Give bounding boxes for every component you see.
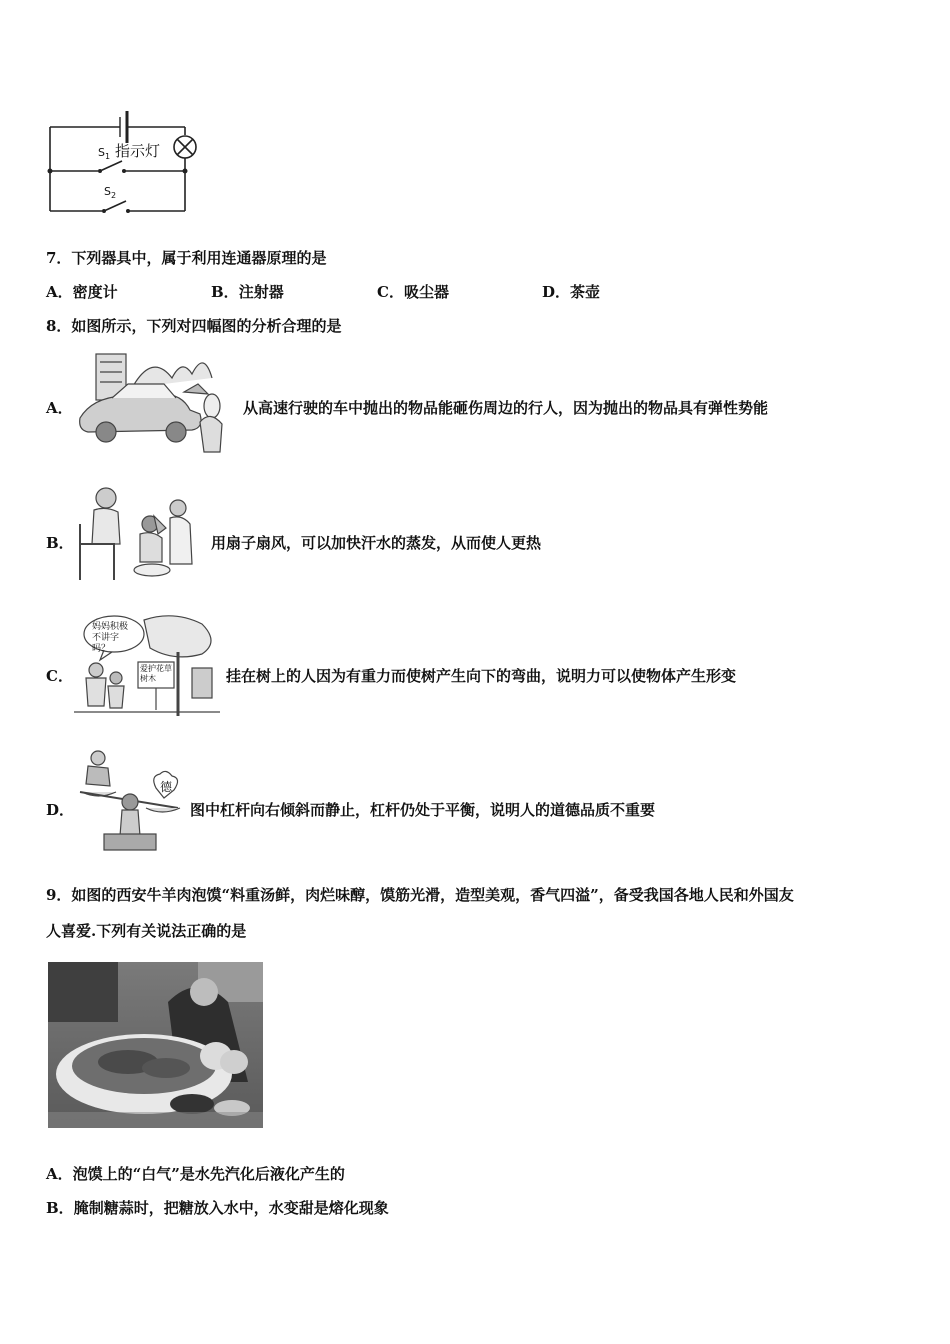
q9-stem-line2: 人喜爱.下列有关说法正确的是: [46, 922, 247, 940]
q8-option-c-text: 挂在树上的人因为有重力而使树产生向下的弯曲，说明力可以使物体产生形变: [226, 667, 737, 685]
q9-option-b-letter: B．: [46, 1199, 74, 1217]
q7-option-a: [46, 282, 118, 302]
car-throwing-picture: [72, 348, 237, 458]
switch1-letter: S: [98, 146, 105, 159]
switch2-letter: S: [104, 185, 111, 198]
q9-option-a-letter: A．: [46, 1165, 73, 1183]
switch2-label: [104, 185, 116, 200]
q7-option-b-text: 注射器: [238, 283, 284, 301]
q7-option-b-letter: B．: [211, 283, 239, 301]
q9-option-b-text: 腌制糖蒜时，把糖放入水中，水变甜是熔化现象: [73, 1199, 389, 1217]
q7-option-d-text: 茶壶: [570, 283, 601, 301]
q7-option-c-letter: C．: [377, 283, 404, 301]
q8-stem: 8．如图所示，下列对四幅图的分析合理的是: [46, 317, 342, 335]
q8-option-a-text: 从高速行驶的车中抛出的物品能砸伤周边的行人，因为抛出的物品具有弹性势能: [243, 399, 769, 417]
q9-option-b: [46, 1198, 389, 1218]
q7-option-d: [542, 282, 600, 302]
q8-option-d-text: 图中杠杆向右倾斜而静止，杠杆仍处于平衡，说明人的道德品质不重要: [190, 801, 656, 819]
paomo-photo: [48, 962, 263, 1128]
circuit-diagram: [40, 105, 205, 220]
switch1-label: [98, 146, 110, 161]
q8-option-c-letter: C．: [46, 667, 73, 685]
heart-text: 德: [160, 780, 173, 794]
sign-text: 爱护花草树木: [140, 664, 172, 683]
q7-stem: 7．下列器具中，属于利用连通器原理的是: [46, 249, 327, 267]
q7-option-c-text: 吸尘器: [403, 283, 449, 301]
q8-option-d-letter: D．: [46, 801, 75, 819]
q7-option-a-letter: A．: [46, 283, 73, 301]
lamp-label: 指示灯: [115, 142, 161, 160]
q9-stem-line1: 9．如图的西安牛羊肉泡馍“料重汤鲜，肉烂味醇，馍筋光滑，造型美观，香气四溢”，备受我国各地人民和外国友: [46, 886, 794, 904]
switch1-sub: 1: [104, 152, 111, 162]
fan-picture: [74, 484, 208, 584]
bubble-text: 妈妈积极不讲字吗？: [92, 622, 129, 654]
q7-option-c: [377, 282, 449, 302]
q9-option-a-text: 泡馍上的“白气”是水先汽化后液化产生的: [72, 1165, 345, 1183]
switch2-sub: 2: [110, 191, 117, 201]
q8-option-b-letter: B．: [46, 534, 74, 552]
q9-option-a: [46, 1164, 345, 1184]
q8-option-b-text: 用扇子扇风，可以加快汗水的蒸发，从而使人更热: [211, 534, 542, 552]
lever-balance-picture: [78, 746, 188, 856]
q8-option-a-letter: A．: [46, 399, 73, 417]
q7-option-d-letter: D．: [542, 283, 571, 301]
q7-option-b: [211, 282, 284, 302]
q7-option-a-text: 密度计: [72, 283, 118, 301]
